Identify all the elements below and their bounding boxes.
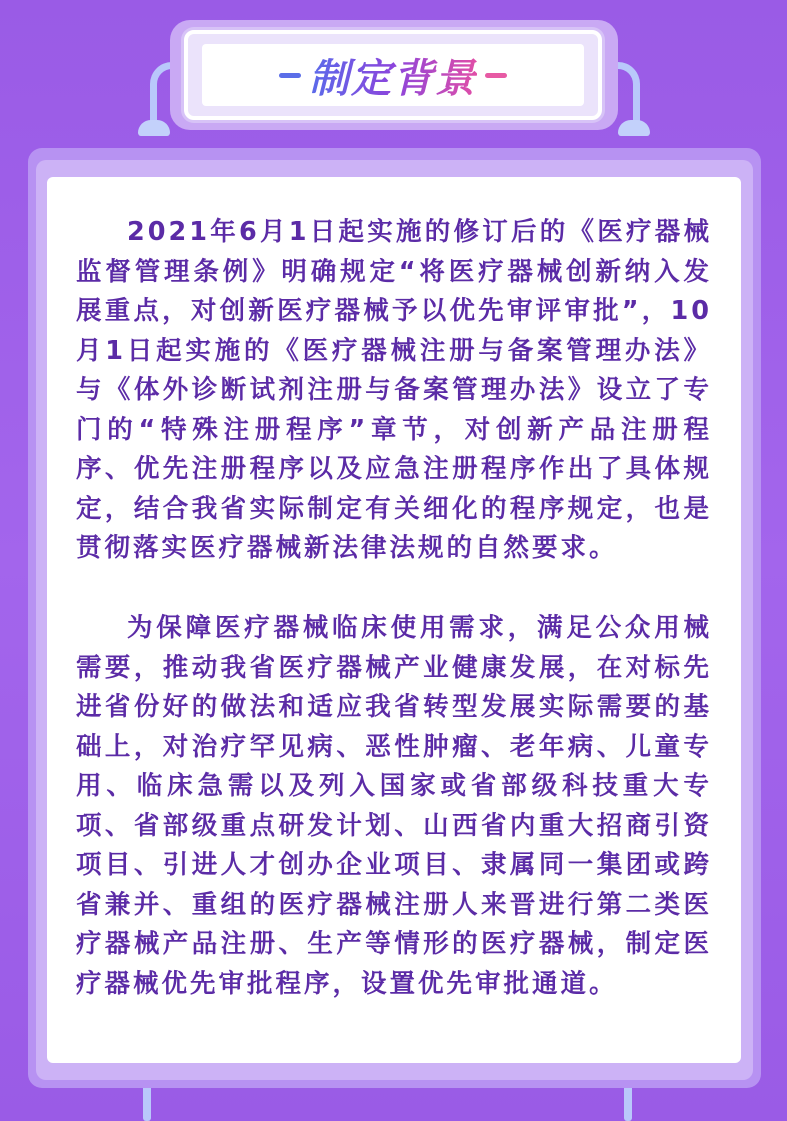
title-dash-right bbox=[485, 73, 507, 78]
paragraph-2: 为保障医疗器械临床使用需求，满足公众用械需要，推动我省医疗器械产业健康发展，在对标先进省份好的做法和适应我省转型发展实际需要的基础上，对治疗罕见病、恶性肿瘤、老年病、儿童专用、临床急需以及列入国家或省部级科技重大专项、省部级重点研发计划、山西省内重大招商引资项目、引进人才创办企业项目、隶属同一集团或跨省兼并、重组的医疗器械注册人来晋进行第二类医疗器械产品注册、生产等情形的医疗器械，制定医疗器械优先审批程序，设置优先审批通道。 bbox=[76, 613, 712, 999]
title-dash-left bbox=[279, 73, 301, 78]
title-plaque bbox=[184, 30, 602, 120]
page-title: 制定背景 bbox=[309, 47, 477, 104]
right-hook-foot bbox=[618, 120, 650, 136]
paragraph-1: 2021年6月1日起实施的修订后的《医疗器械监督管理条例》明确规定“将医疗器械创新纳入发展重点，对创新医疗器械予以优先审评审批”，10月1日起实施的《医疗器械注册与备案管理办法》与《体外诊断试剂注册与备案管理办法》设立了专门的“特殊注册程序”章节，对创新产品注册程序、优先注册程序以及应急注册程序作出了具体规定，结合我省实际制定有关细化的程序规定，也是贯彻落实医疗器械新法律法规的自然要求。 bbox=[76, 217, 712, 563]
left-hook-foot bbox=[138, 120, 170, 136]
title-plaque-inner bbox=[202, 44, 584, 106]
